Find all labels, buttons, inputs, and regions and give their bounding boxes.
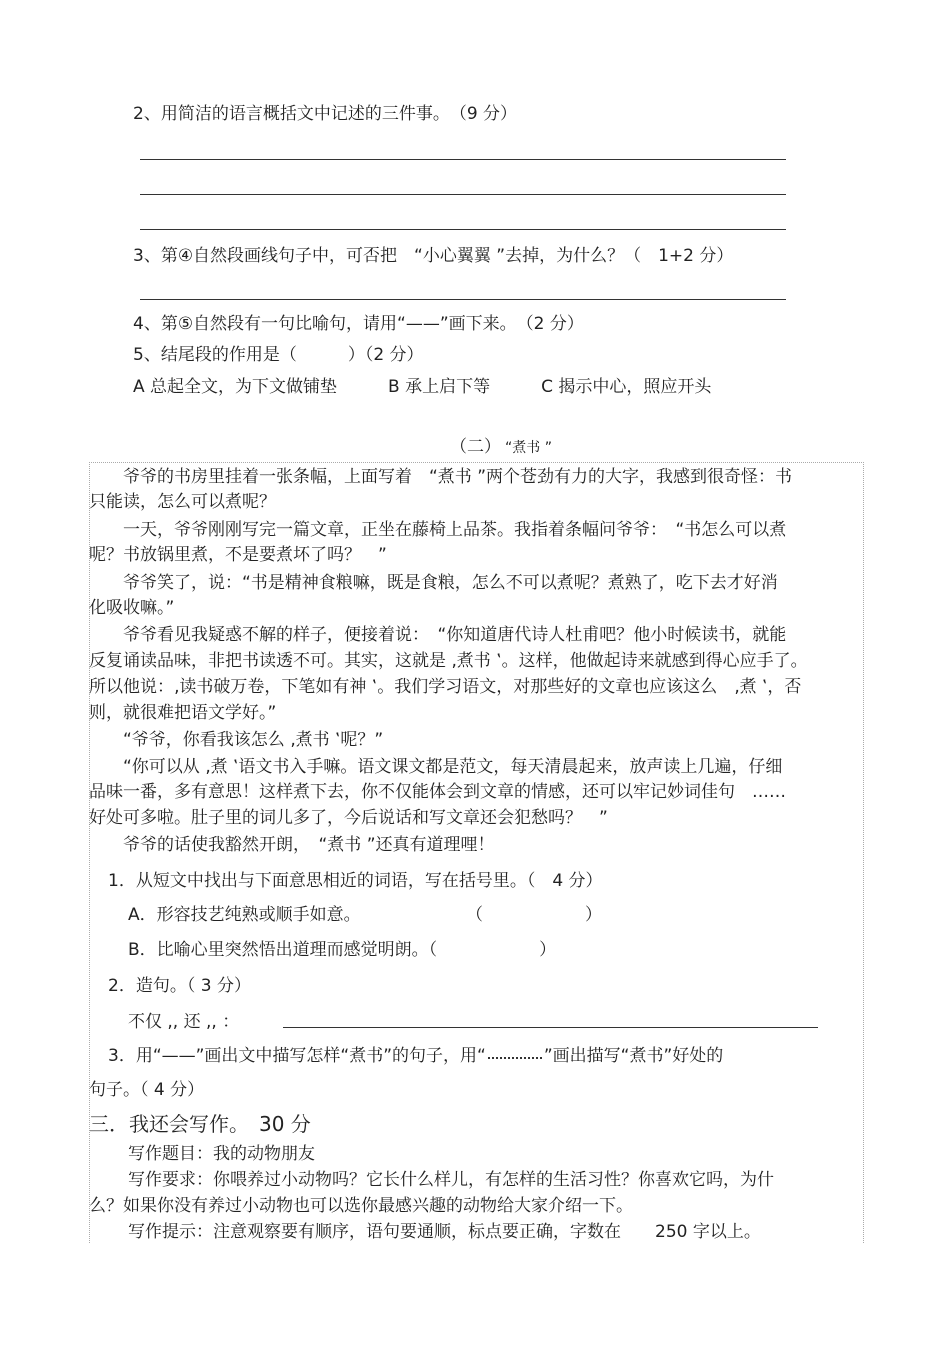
story-line: 一天，爷爷刚刚写完一篇文章，正坐在藤椅上品茶。我指着条幅问爷爷： “书怎么可以煮	[89, 520, 787, 540]
story-line: 化吸收嘛。”	[89, 598, 175, 618]
p2-question-1a: A．形容技艺纯熟或顺手如意。	[128, 905, 361, 925]
writing-section-heading: 三．我还会写作。 30 分	[89, 1112, 311, 1136]
p2-question-3-cont: 句子。（ 4 分）	[89, 1080, 205, 1100]
writing-requirement-2: 么？如果你没有养过小动物也可以选你最感兴趣的动物给大家介绍一下。	[89, 1196, 633, 1216]
p2-question-3	[108, 1045, 723, 1067]
writing-topic: 写作题目：我的动物朋友	[128, 1144, 315, 1164]
answer-line-2[interactable]	[140, 194, 786, 195]
story-line: 爷爷的话使我豁然开朗， “煮书 ”还真有道理哩！	[89, 835, 495, 855]
question-5-options: A 总起全文，为下文做铺垫 B 承上启下等 C 揭示中心，照应开头	[133, 377, 712, 397]
answer-line-3[interactable]	[140, 229, 786, 230]
writing-hint: 写作提示：注意观察要有顺序，语句要通顺，标点要正确，字数在 250 字以上。	[128, 1222, 761, 1242]
question-2: 2、用简洁的语言概括文中记述的三件事。 （9 分）	[133, 104, 518, 124]
sentence-words: 不仅 ,, 还 ,, ：	[128, 1012, 240, 1032]
story-line: 所以他说：‚读书破万卷，下笔如有神 ‛。我们学习语文，对那些好的文章也应该这么 ‚煮 ‛，否	[89, 677, 802, 697]
p2-question-2: 2．造句。（ 3 分）	[108, 976, 251, 996]
p2-question-1: 1．从短文中找出与下面意思相近的词语，写在括号里。（ 4 分）	[108, 871, 603, 891]
q3-text-end: ”画出描写“煮书”好处的	[543, 1046, 724, 1066]
story-line: 则，就很难把语文学好。”	[89, 703, 277, 723]
answer-line-1[interactable]	[140, 159, 786, 160]
sentence-answer-line[interactable]	[283, 1027, 818, 1028]
story-line: 爷爷看见我疑惑不解的样子，便接着说： “你知道唐代诗人杜甫吧？他小时候读书，就能	[89, 625, 787, 645]
story-line: 品味一番，多有意思！这样煮下去，你不仅能体会到文章的情感，还可以牢记妙词佳句 ……	[89, 782, 786, 802]
writing-requirement-1: 写作要求：你喂养过小动物吗？它长什么样儿，有怎样的生活习性？你喜欢它吗，为什	[128, 1170, 774, 1190]
story-line: 爷爷笑了，说：“书是精神食粮嘛，既是食粮，怎么不可以煮呢？煮熟了，吃下去才好消	[89, 573, 778, 593]
answer-line-4[interactable]	[140, 299, 786, 300]
story-line: 只能读，怎么可以煮呢？	[89, 492, 276, 512]
wavy-underline-icon	[488, 1053, 542, 1059]
question-5: 5、结尾段的作用是（ ）（2 分）	[133, 345, 424, 365]
story-line: 反复诵读品味，非把书读透不可。其实，这就是 ‚煮书 ‛。这样，他做起诗来就感到得心应手了。	[89, 651, 808, 671]
story-line: 呢？书放锅里煮，不是要煮坏了吗？ ”	[89, 545, 387, 565]
story-line: “你可以从 ‚煮 ‛语文书入手嘛。语文课文都是范文，每天清晨起来，放声读上几遍，仔细	[89, 757, 783, 777]
question-4: 4、第⑤自然段有一句比喻句，请用“——”画下来。 （2 分）	[133, 314, 584, 334]
story-line: 好处可多啦。肚子里的词儿多了，今后说话和写文章还会犯愁吗？ ”	[89, 808, 608, 828]
p2-question-1b: B．比喻心里突然悟出道理而感觉明朗。（ ）	[128, 940, 557, 960]
story-line: 爷爷的书房里挂着一张条幅，上面写着 “煮书 ”两个苍劲有力的大字，我感到很奇怪：书	[89, 467, 793, 487]
answer-paren-a[interactable]: （ ）	[466, 905, 602, 925]
q3-text-start: 3．用“——”画出文中描写怎样“煮书”的句子，用“	[108, 1046, 486, 1066]
question-3: 3、第④自然段画线句子中，可否把 “小心翼翼 ”去掉，为什么？（ 1+2 分）	[133, 246, 734, 266]
story-title: “煮书 ”	[505, 440, 552, 456]
section-number: （二）	[450, 437, 501, 457]
story-line: “爷爷，你看我该怎么 ‚煮书 ‛呢？”	[89, 730, 384, 750]
